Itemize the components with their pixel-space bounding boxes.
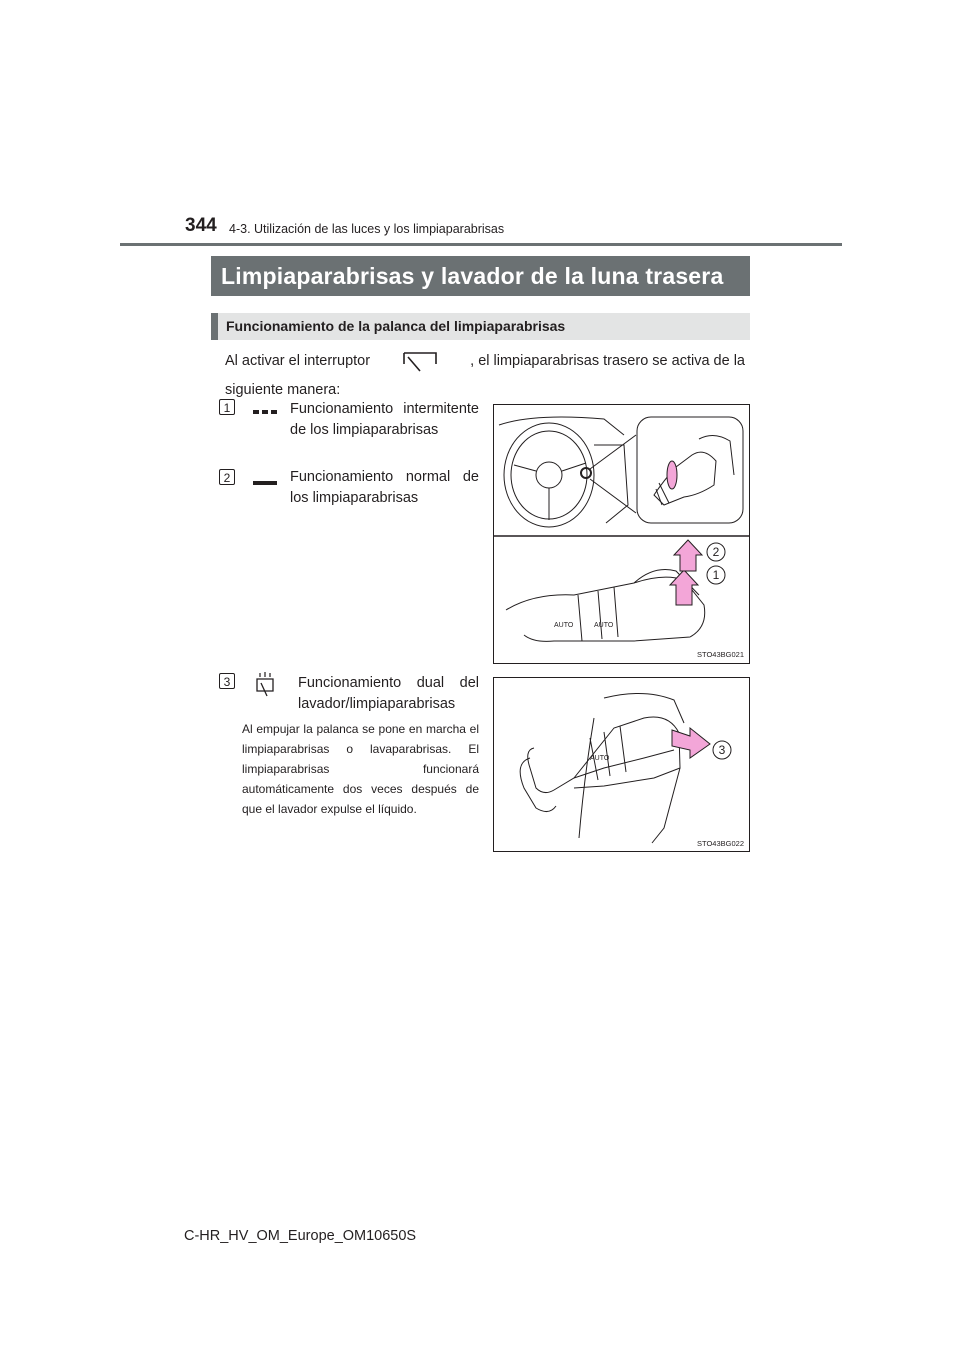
section-title: Limpiaparabrisas y lavador de la luna trasera (211, 256, 750, 296)
fig1-code: STO43BG021 (697, 650, 744, 659)
intermittent-wiper-icon (252, 404, 278, 422)
intro-part1: Al activar el interruptor (225, 353, 371, 369)
fig2-auto-text: AUTO (590, 755, 610, 762)
item-text-3: Funcionamiento dual del lavador/limpiaparabrisas (298, 675, 479, 712)
lever-auto-text-2: AUTO (554, 622, 574, 629)
fig1-callout-1: 1 (712, 568, 720, 582)
normal-wiper-icon (252, 475, 278, 493)
figure-washer-lever-drawing (494, 678, 749, 851)
item-number-1: 1 (219, 399, 235, 415)
intro-paragraph (225, 350, 745, 401)
section-path: 4-3. Utilización de las luces y los limpiaparabrisas (229, 222, 505, 236)
item-number-2: 2 (219, 469, 235, 485)
document-id: C-HR_HV_OM_Europe_OM10650S (184, 1228, 417, 1244)
washer-icon (254, 671, 276, 702)
header-rule (120, 243, 842, 246)
figure-wiper-lever-drawing (494, 405, 749, 663)
fig2-code: STO43BG022 (697, 839, 744, 848)
item-text-1: Funcionamiento intermitente de los limpiaparabrisas (290, 401, 479, 438)
figure-wiper-lever (493, 404, 750, 664)
fig1-callout-2: 2 (712, 545, 720, 559)
intro-part2: , el limpiaparabrisas trasero se activa de la (470, 353, 745, 369)
fig2-callout-3: 3 (718, 743, 726, 757)
rear-wiper-switch-icon (398, 350, 442, 379)
washer-note: Al empujar la palanca se pone en marcha el limpiaparabrisas o lavaparabrisas. El limpiaparabrisas funcionará automáticamente dos veces después de que el lavador expulse el líquido. (242, 722, 479, 816)
intro-part3: siguiente manera: (225, 382, 341, 398)
item-number-3: 3 (219, 673, 235, 689)
page-number: 344 (185, 215, 217, 236)
item-text-2: Funcionamiento normal de los limpiaparabrisas (290, 469, 479, 506)
subsection-title: Funcionamiento de la palanca del limpiaparabrisas (211, 313, 750, 340)
lever-auto-text: AUTO (594, 622, 614, 629)
figure-washer-lever (493, 677, 750, 852)
